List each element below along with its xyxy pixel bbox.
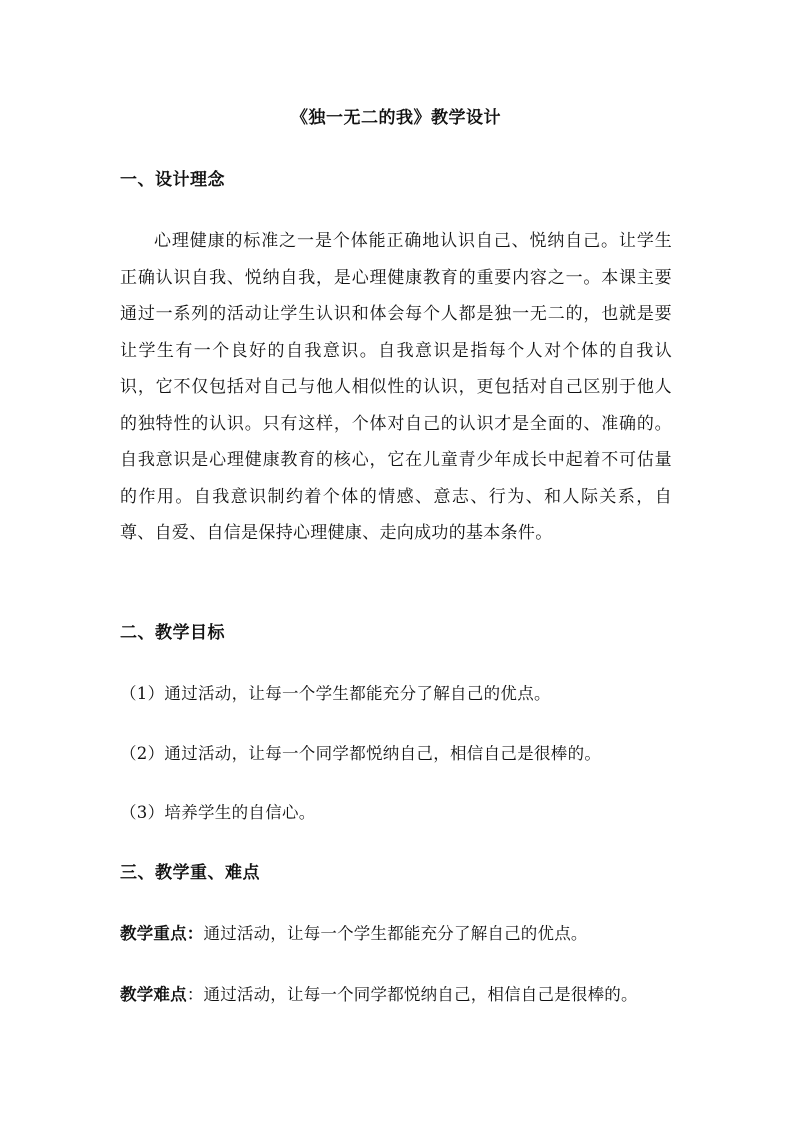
section-heading-key-difficult-points: 三、教学重、难点 [120,863,260,883]
difficulty-label: 教学难点 [120,985,187,1004]
key-point-text: 通过活动，让每一个学生都能充分了解自己的优点。 [203,924,588,943]
section-heading-design-concept: 一、设计理念 [120,170,225,190]
difficulty-line [120,981,680,1009]
document-title: 《独一无二的我》教学设计 [291,108,501,128]
section-heading-teaching-goals: 二、教学目标 [120,623,225,643]
teaching-goal-item-2: （2）通过活动，让每一个同学都悦纳自己，相信自己是很棒的。 [120,744,602,763]
key-point-label: 教学重点： [120,924,204,943]
key-point-line [120,920,680,948]
document-page [120,0,672,1123]
teaching-goal-item-3: （3）培养学生的自信心。 [120,803,316,822]
difficulty-text: ：通过活动，让每一个同学都悦纳自己，相信自己是很棒的。 [186,985,638,1004]
teaching-goal-item-1: （1）通过活动，让每一个学生都能充分了解自己的优点。 [120,684,551,703]
design-concept-paragraph: 心理健康的标准之一是个体能正确地认识自己、悦纳自己。让学生正确认识自我、悦纳自我，是心理健康教育的重要内容之一。本课主要通过一系列的活动让学生认识和体会每个人都是独一无二的，也就是要让学生有一个良好的自我意识。自我意识是指每个人对个体的自我认识，它不仅包括对自己与他人相似性的认识，更包括对自己区别于他人的独特性的认识。只有这样，个体对自己的认识才是全面的、准确的。自我意识是心理健康教育的核心，它在儿童青少年成长中起着不可估量的作用。自我意识制约着个体的情感、意志、行为、和人际关系，自尊、自爱、自信是保持心理健康、走向成功的基本条件。 [120,231,672,543]
